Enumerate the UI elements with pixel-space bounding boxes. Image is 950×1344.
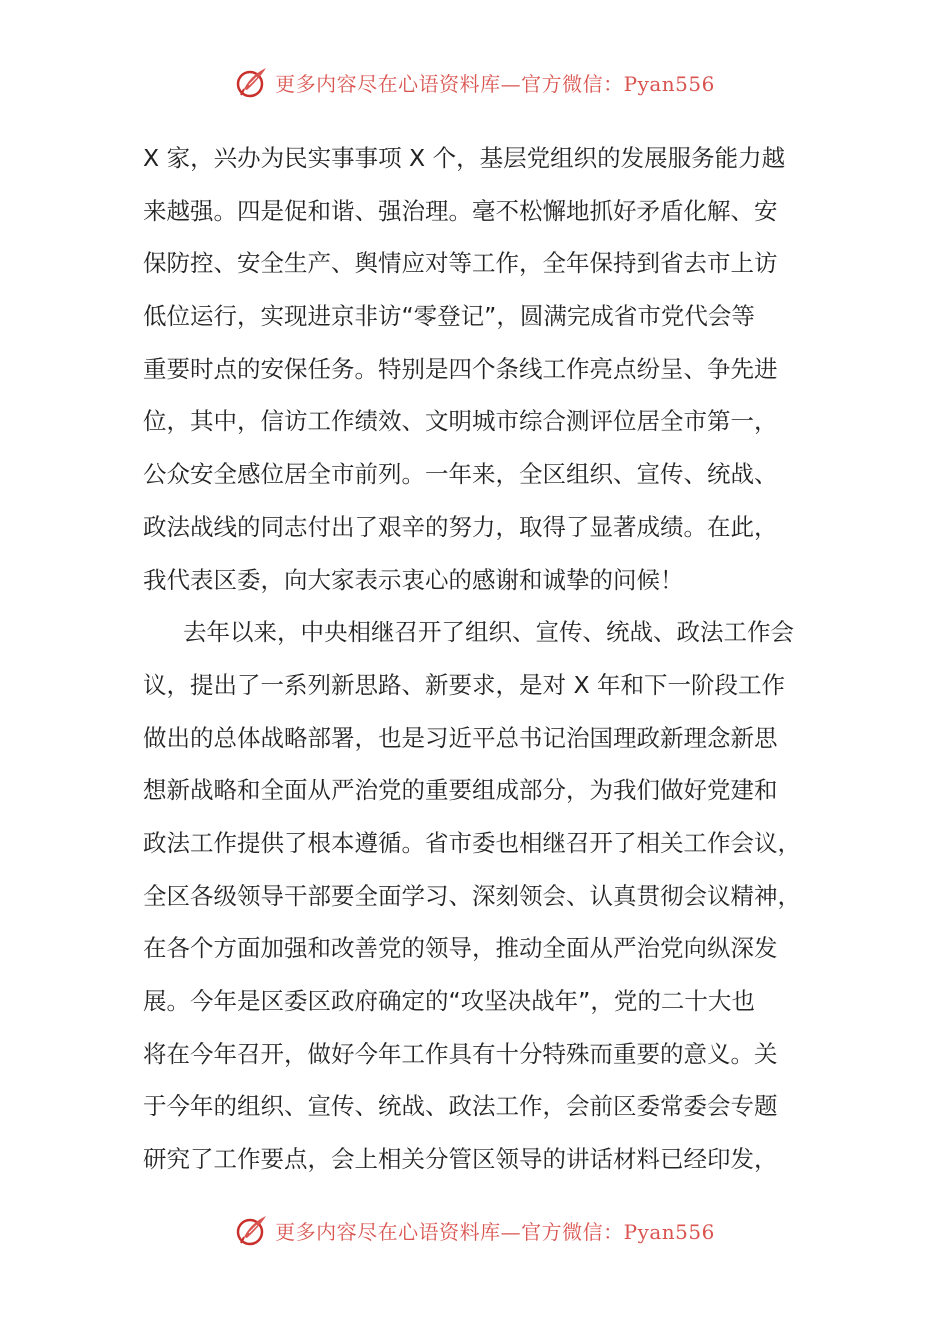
- document-body: [143, 132, 823, 1186]
- body-line: 政法工作提供了根本遵循。省市委也相继召开了相关工作会议，: [143, 828, 801, 857]
- body-line: 来越强。四是促和谐、强治理。毫不松懈地抓好矛盾化解、安: [143, 196, 778, 225]
- body-line: 全区各级领导干部要全面学习、深刻领会、认真贯彻会议精神，: [143, 881, 801, 910]
- body-line: 我代表区委，向大家表示衷心的感谢和诚挚的问候！: [143, 565, 684, 594]
- body-line: 低位运行，实现进京非访“零登记”，圆满完成省市党代会等: [143, 302, 755, 331]
- body-line: 做出的总体战略部署，也是习近平总书记治国理政新理念新思: [143, 723, 778, 752]
- body-line: 研究了工作要点，会上相关分管区领导的讲话材料已经印发，: [143, 1145, 778, 1174]
- paragraph-start-line: 去年以来，中央相继召开了组织、宣传、统战、政法工作会: [183, 618, 794, 647]
- header-watermark: [0, 62, 950, 102]
- header-watermark-text: 更多内容尽在心语资料库—官方微信：Pyan556: [275, 71, 715, 96]
- body-line: 在各个方面加强和改善党的领导，推动全面从严治党向纵深发: [143, 934, 778, 963]
- body-line: 议，提出了一系列新思路、新要求，是对 X 年和下一阶段工作: [143, 670, 786, 699]
- footer-watermark: [0, 1210, 950, 1250]
- quill-pen-logo-icon: [235, 65, 269, 99]
- body-line: 保防控、安全生产、舆情应对等工作，全年保持到省去市上访: [143, 249, 778, 278]
- body-line: X 家，兴办为民实事事项 X 个，基层党组织的发展服务能力越: [143, 144, 786, 172]
- body-line: 想新战略和全面从严治党的重要组成部分，为我们做好党建和: [143, 776, 778, 805]
- body-line: 重要时点的安保任务。特别是四个条线工作亮点纷呈、争先进: [143, 354, 778, 383]
- body-line: 将在今年召开，做好今年工作具有十分特殊而重要的意义。关: [143, 1039, 778, 1068]
- body-line: 于今年的组织、宣传、统战、政法工作，会前区委常委会专题: [143, 1092, 778, 1121]
- footer-watermark-text: 更多内容尽在心语资料库—官方微信：Pyan556: [275, 1219, 715, 1244]
- body-line: 展。今年是区委区政府确定的“攻坚决战年”，党的二十大也: [143, 987, 755, 1015]
- body-line: 位，其中，信访工作绩效、文明城市综合测评位居全市第一，: [143, 407, 778, 436]
- quill-pen-logo-icon: [235, 1213, 269, 1247]
- body-line: 公众安全感位居全市前列。一年来，全区组织、宣传、统战、: [143, 460, 778, 489]
- body-line: 政法战线的同志付出了艰辛的努力，取得了显著成绩。在此，: [143, 512, 778, 541]
